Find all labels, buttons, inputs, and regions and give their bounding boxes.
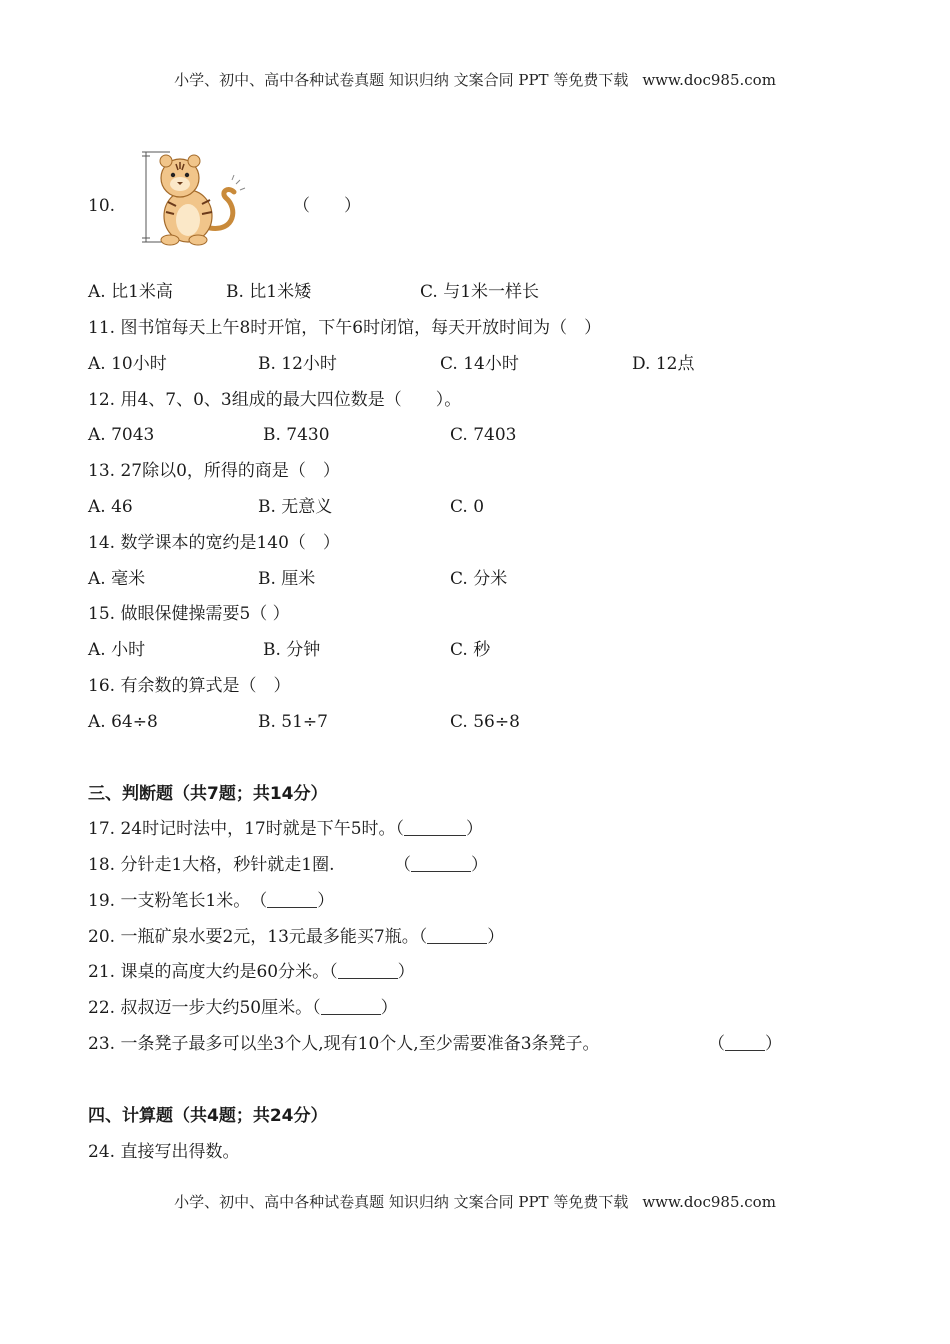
q15-option-a[interactable]: A. 小时 <box>88 640 146 660</box>
q21-blank[interactable] <box>338 962 398 979</box>
q15-option-c[interactable]: C. 秒 <box>450 640 491 660</box>
q15-option-b[interactable]: B. 分钟 <box>263 640 321 660</box>
q12-option-c[interactable]: C. 7403 <box>450 425 517 445</box>
q22 <box>88 996 398 1020</box>
q12-option-a[interactable]: A. 7043 <box>88 425 155 445</box>
q23-open: （ <box>708 1034 725 1054</box>
q17-blank[interactable] <box>404 819 466 836</box>
q18 <box>88 853 488 877</box>
q23-answer <box>708 1032 782 1056</box>
q22-close: ） <box>380 998 398 1018</box>
q21 <box>88 960 415 984</box>
q24-stem: 24. 直接写出得数。 <box>88 1142 240 1162</box>
q12-stem: 12. 用4、7、0、3组成的最大四位数是（ ）。 <box>88 390 462 410</box>
q21-close: ） <box>397 962 415 982</box>
q16-stem: 16. 有余数的算式是（ ） <box>88 676 291 696</box>
q23-text: 23. 一条凳子最多可以坐3个人,现有10个人,至少需要准备3条凳子。 <box>88 1034 600 1054</box>
q19-text: 19. 一支粉笔长1米。 （ <box>88 891 268 911</box>
q20-close: ） <box>487 927 505 947</box>
footer-site: www.doc985.com <box>642 1193 776 1211</box>
q10-option-c[interactable]: C. 与1米一样长 <box>420 282 540 302</box>
q23 <box>88 1032 600 1056</box>
q22-text: 22. 叔叔迈一步大约50厘米。（ <box>88 998 321 1018</box>
q19-blank[interactable] <box>267 891 317 908</box>
q19-close: ） <box>317 891 335 911</box>
footer-text: 小学、初中、高中各种试卷真题 知识归纳 文案合同 PPT 等免费下载 <box>174 1193 629 1211</box>
q10-option-a[interactable]: A. 比1米高 <box>88 282 173 302</box>
q13-option-a[interactable]: A. 46 <box>88 497 133 517</box>
page-header <box>0 69 950 90</box>
q10-option-b[interactable]: B. 比1米矮 <box>226 282 312 302</box>
q16-option-a[interactable]: A. 64÷8 <box>88 712 158 732</box>
q11-stem: 11. 图书馆每天上午8时开馆，下午6时闭馆，每天开放时间为（ ） <box>88 318 602 338</box>
q15-stem: 15. 做眼保健操需要5（ ） <box>88 604 290 624</box>
q14-option-a[interactable]: A. 毫米 <box>88 569 146 589</box>
section-4-title: 四、计算题（共4题；共24分） <box>88 1106 328 1126</box>
tiger-illustration <box>140 150 252 246</box>
q17 <box>88 817 483 841</box>
q14-option-b[interactable]: B. 厘米 <box>258 569 316 589</box>
q18-close: ） <box>470 855 488 875</box>
q13-option-c[interactable]: C. 0 <box>450 497 485 517</box>
q20-blank[interactable] <box>427 927 487 944</box>
section-3-title: 三、判断题（共7题；共14分） <box>88 784 328 804</box>
q23-blank[interactable] <box>725 1034 765 1051</box>
q11-option-c[interactable]: C. 14小时 <box>440 354 519 374</box>
q23-close: ） <box>765 1034 782 1054</box>
q18-blank[interactable] <box>411 855 471 872</box>
q16-option-c[interactable]: C. 56÷8 <box>450 712 520 732</box>
q18-text: 18. 分针走1大格，秒针就走1圈. （ <box>88 855 411 875</box>
q19 <box>88 889 334 913</box>
q11-option-b[interactable]: B. 12小时 <box>258 354 337 374</box>
q20-text: 20. 一瓶矿泉水要2元，13元最多能买7瓶。（ <box>88 927 428 947</box>
q22-blank[interactable] <box>321 998 381 1015</box>
q11-option-a[interactable]: A. 10小时 <box>88 354 167 374</box>
q17-close: ） <box>466 819 484 839</box>
q11-option-d[interactable]: D. 12点 <box>632 354 695 374</box>
header-site: www.doc985.com <box>642 71 776 89</box>
q16-option-b[interactable]: B. 51÷7 <box>258 712 328 732</box>
q10-answer-paren[interactable]: （ ） <box>293 196 361 216</box>
page-footer <box>0 1191 950 1212</box>
q21-text: 21. 课桌的高度大约是60分米。（ <box>88 962 338 982</box>
q20 <box>88 925 504 949</box>
q14-option-c[interactable]: C. 分米 <box>450 569 508 589</box>
q13-stem: 13. 27除以0，所得的商是（ ） <box>88 461 340 481</box>
q17-text: 17. 24时记时法中，17时就是下午5时。（ <box>88 819 405 839</box>
q13-option-b[interactable]: B. 无意义 <box>258 497 333 517</box>
q12-option-b[interactable]: B. 7430 <box>263 425 330 445</box>
q14-stem: 14. 数学课本的宽约是140（ ） <box>88 533 340 553</box>
q10-number: 10. <box>88 196 116 216</box>
header-text: 小学、初中、高中各种试卷真题 知识归纳 文案合同 PPT 等免费下载 <box>174 71 629 89</box>
